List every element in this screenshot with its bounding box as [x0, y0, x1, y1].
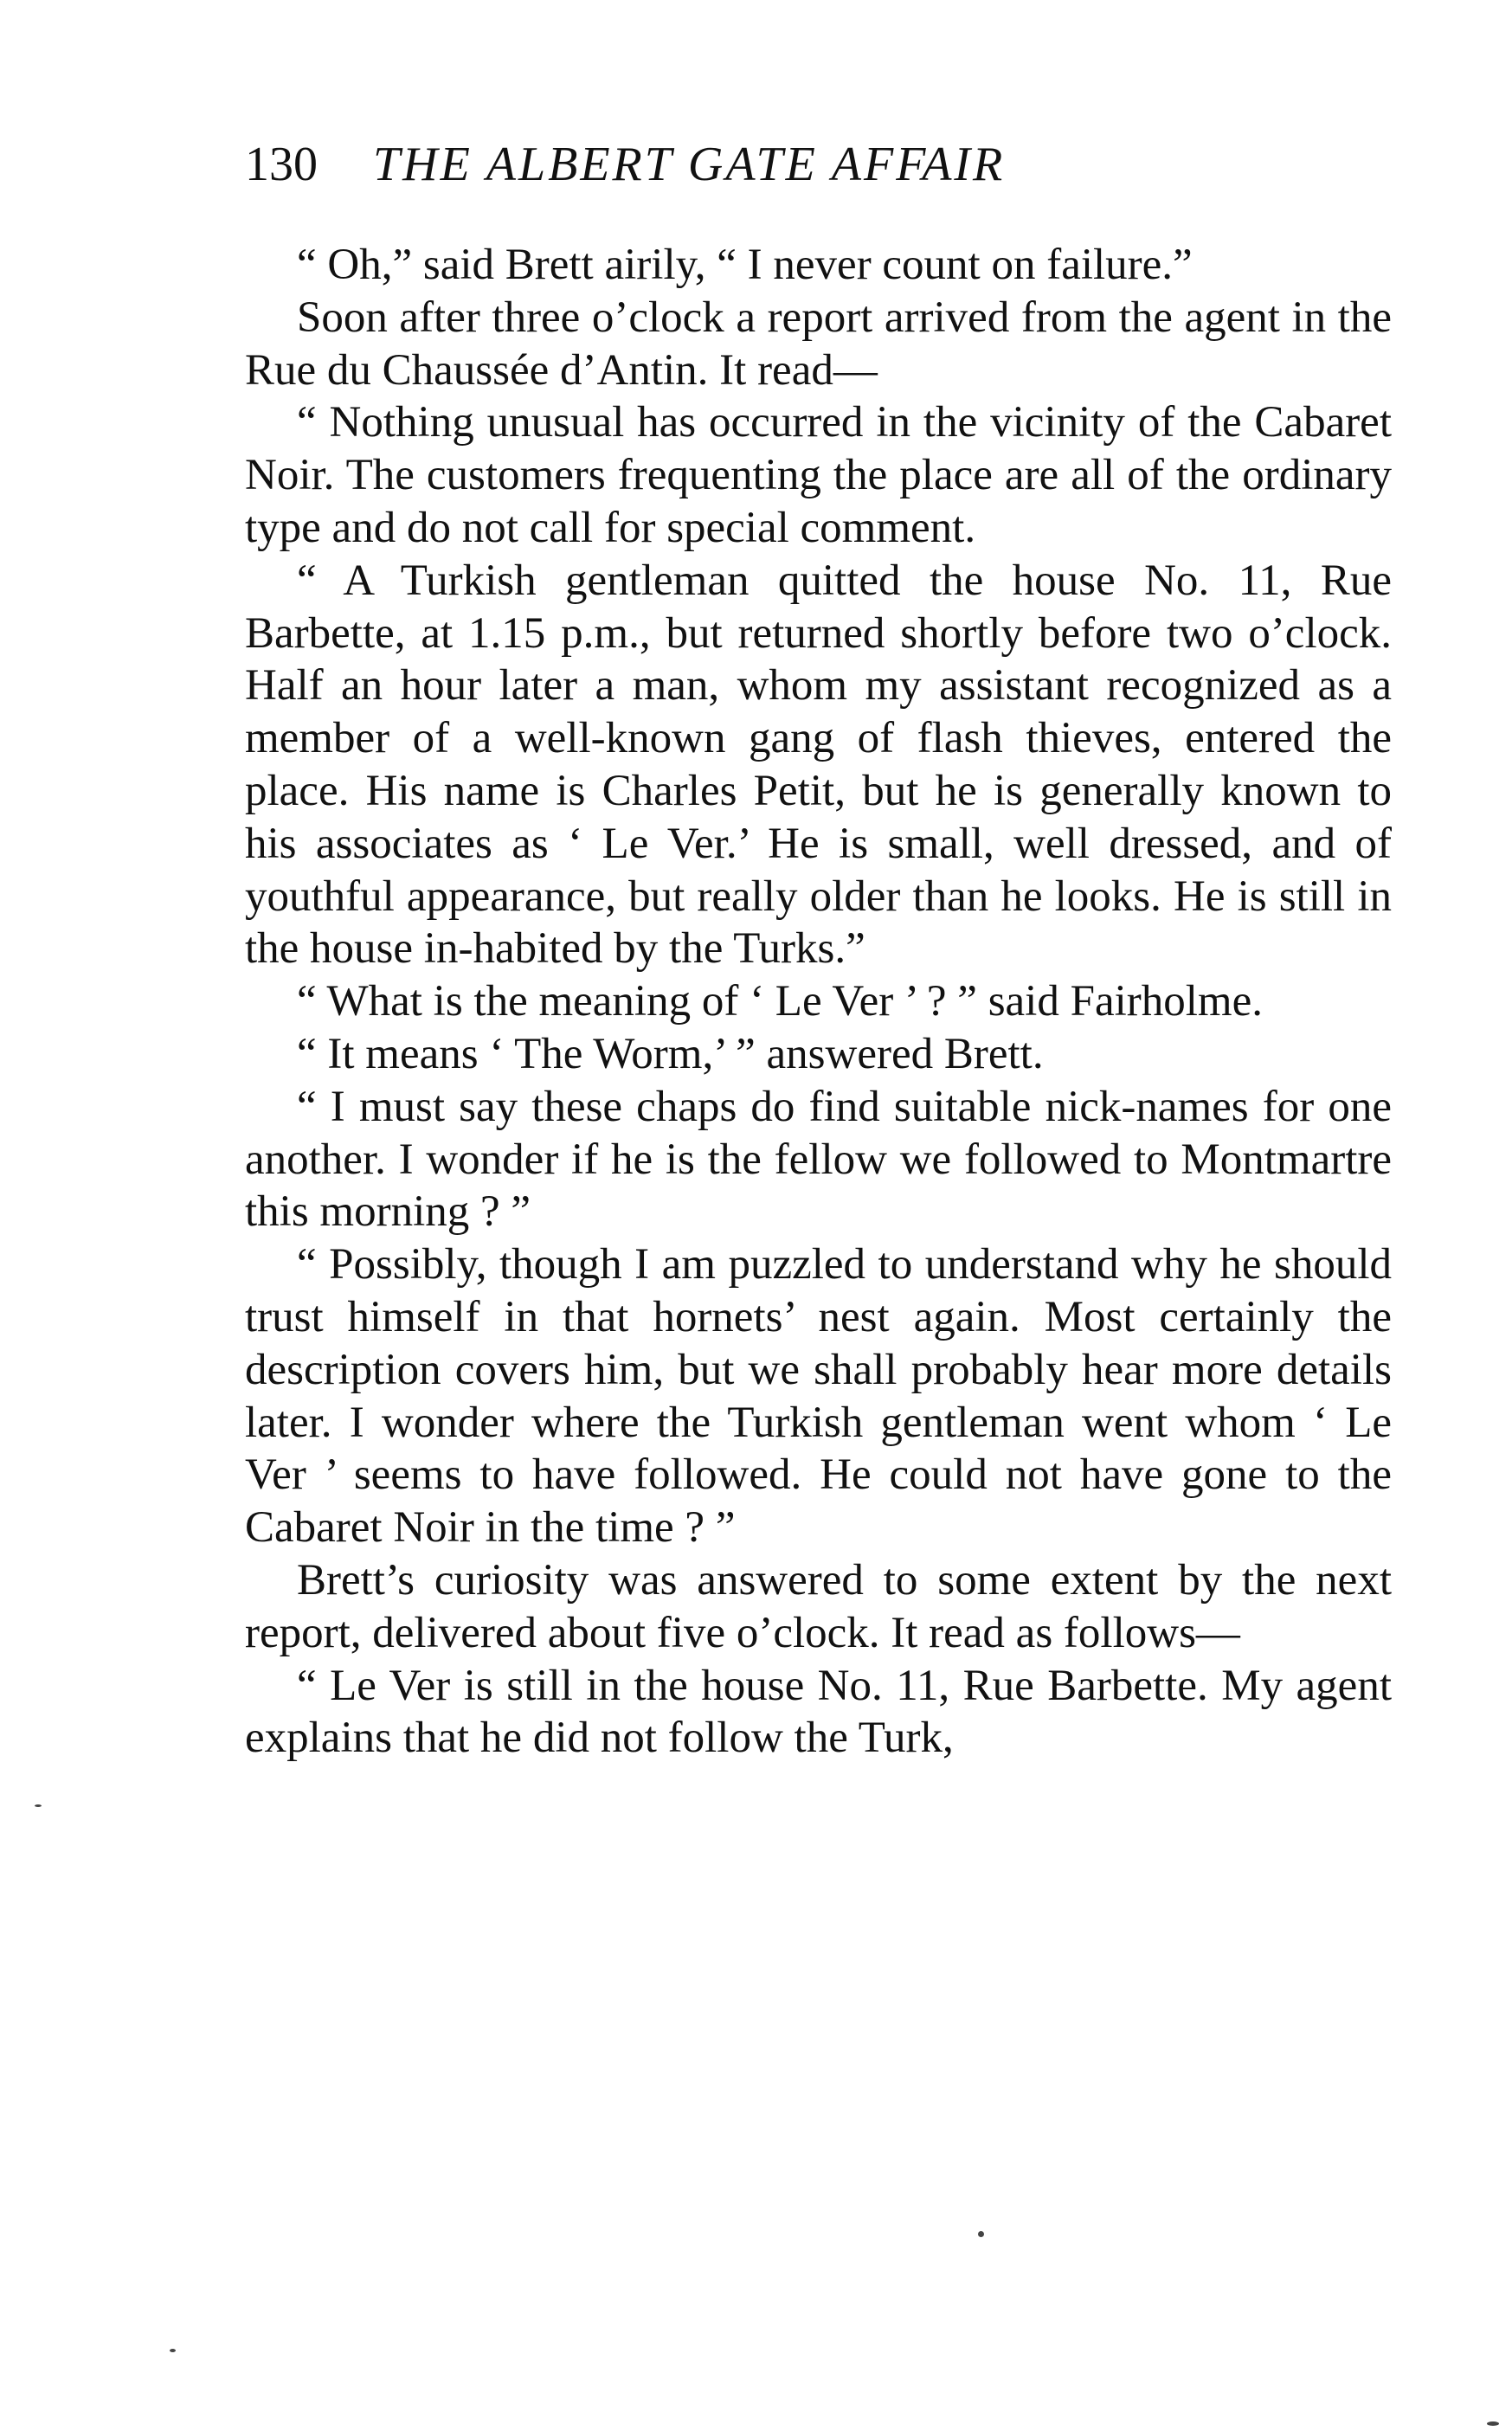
paragraph: “ Oh,” said Brett airily, “ I never count on failure.”: [297, 241, 1193, 289]
scan-speck: [1487, 2421, 1499, 2426]
paragraph: “ Le Ver is still in the house No. 11, Rue Barbette. My agent explains that he did not follow the Turk,: [245, 1661, 1392, 1763]
running-title: THE ALBERT GATE AFFAIR: [373, 138, 1006, 191]
paragraph: Brett’s curiosity was answered to some extent by the next report, delivered about five o’clock. It read as follows—: [245, 1555, 1392, 1657]
paragraph: “ What is the meaning of ‘ Le Ver ’ ? ” said Fairholme.: [297, 977, 1263, 1026]
paragraph: “ A Turkish gentleman quitted the house No. 11, Rue Barbette, at 1.15 p.m., but returned shortly before two o’clock. Half an hour later a man, whom my assistant recognized as a member of a well-known gang of flash thieves, entered the place. His name is Charles Petit, but he is generally known to his associates as ‘ Le Ver.’ He is small, well dressed, and of youthful appearance, but really older than he looks. He is still in the house in-habited by the Turks.”: [245, 556, 1392, 974]
scan-speck: [978, 2231, 984, 2237]
scan-speck: [35, 1804, 42, 1807]
body-text: [245, 239, 1392, 1765]
paragraph: “ Possibly, though I am puzzled to understand why he should trust himself in that hornets’ nest again. Most certainly the description covers him, but we shall probably hear more details later. I wonder where the Turkish gentleman went whom ‘ Le Ver ’ seems to have followed. He could not have gone to the Cabaret Noir in the time ? ”: [245, 1240, 1392, 1553]
running-head: [245, 130, 1240, 199]
page-number: 130: [245, 138, 318, 191]
paragraph: “ It means ‘ The Worm,’ ” answered Brett.: [297, 1029, 1044, 1078]
paragraph: “ I must say these chaps do find suitable nick-names for one another. I wonder if he is the fellow we followed to Montmartre this morning ? ”: [245, 1082, 1392, 1237]
paragraph: Soon after three o’clock a report arrived from the agent in the Rue du Chaussée d’Antin. It read—: [245, 293, 1392, 395]
scan-speck: [170, 2349, 176, 2352]
paragraph: “ Nothing unusual has occurred in the vicinity of the Cabaret Noir. The customers frequenting the place are all of the ordinary type and do not call for special comment.: [245, 398, 1392, 552]
